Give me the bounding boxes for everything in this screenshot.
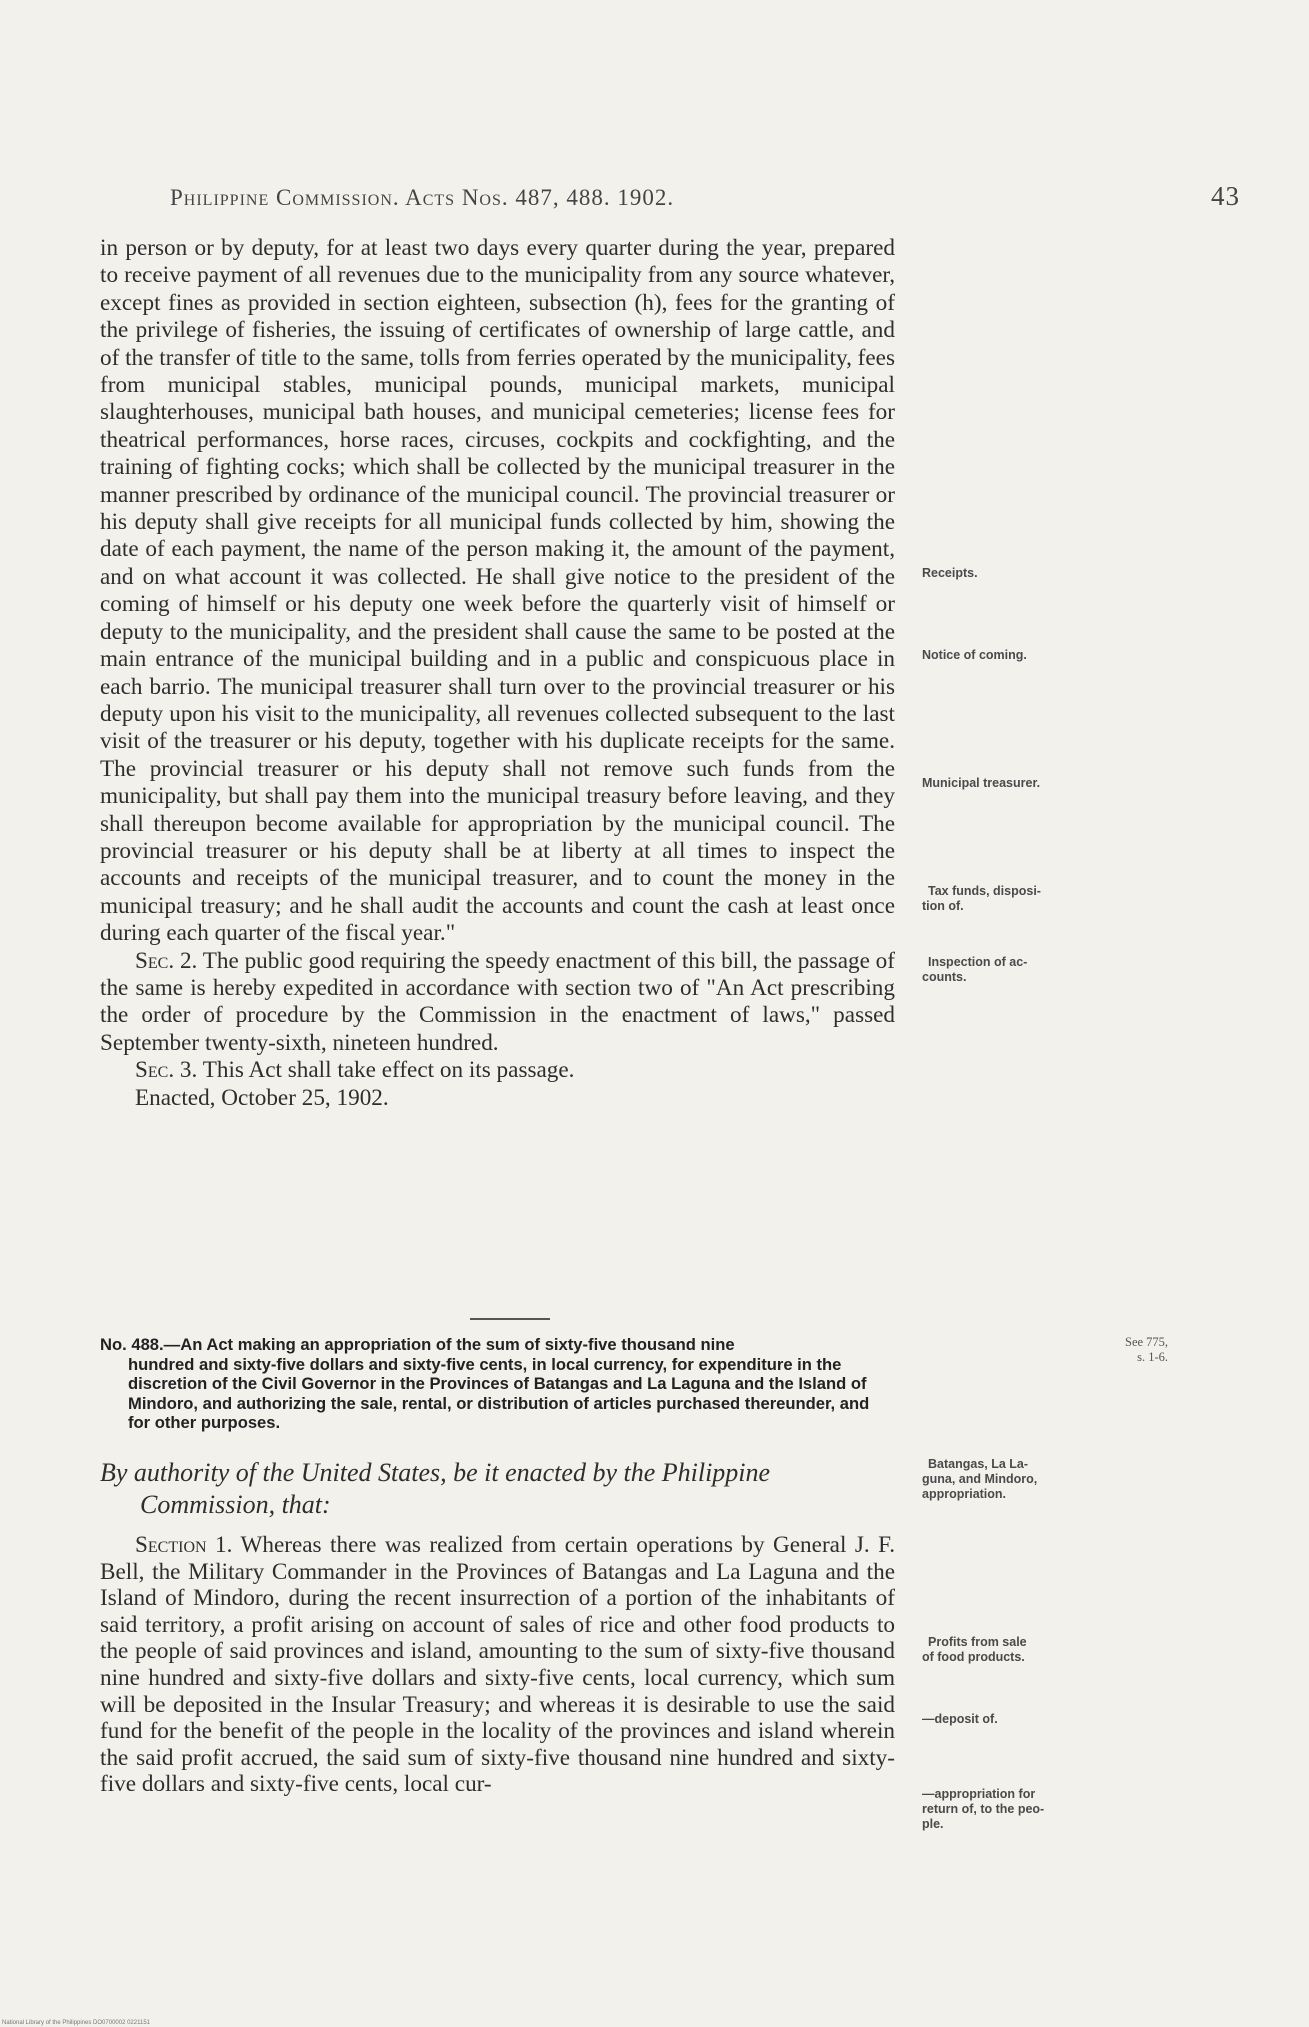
section-3-label: Sec. 3. — [135, 1057, 198, 1084]
section-1-text: Whereas there was realized from certain operations by General J. F. Bell, the Military Commander in the Provinces of Batangas and La Laguna and the Island of Mindoro, during the recent insurrection of a portion of the inhabitants of said territory, a profit arising on account of sales of rice and other food products to the people of said provinces and island, amounting to the sum of sixty-five thousand nine hundred and sixty-five dollars and sixty-five cents, local currency, which sum will be deposited in the Insular Treasury; and whereas it is desirable to use the said fund for the benefit of the people in the locality of the provinces and island wherein the said profit accrued, the said sum of sixty-five thousand nine hundred and sixty-five dollars and sixty-five cents, local cur- — [100, 1532, 895, 1798]
sidenote-inspection-line-2: counts. — [922, 970, 967, 984]
sidenote-profits — [922, 1635, 1027, 1665]
sidenote-appropriation-line-1: —appropriation for — [922, 1787, 1036, 1801]
see-reference — [1125, 1335, 1168, 1365]
act-488-heading-first-line: No. 488.—An Act making an appropriation of the sum of sixty-five thousand nine — [100, 1335, 735, 1354]
enacting-clause — [100, 1457, 895, 1521]
see-reference-line-1: See 775, — [1125, 1335, 1169, 1349]
enacting-line-2: Commission, that: — [140, 1490, 331, 1519]
sidenote-deposit: —deposit of. — [922, 1712, 998, 1726]
enacted-date: Enacted, October 25, 1902. — [135, 1084, 389, 1111]
sidenote-inspection — [922, 955, 1027, 985]
sidenote-tax-funds — [922, 884, 1041, 914]
sidenote-receipts: Receipts. — [922, 566, 978, 580]
main-text-column — [100, 235, 895, 1112]
sidenote-appropriation-return — [922, 1787, 1044, 1832]
sidenote-tax-funds-line-2: tion of. — [922, 899, 964, 913]
sidenote-batangas-line-3: appropriation. — [922, 1487, 1007, 1501]
sidenote-notice-of-coming: Notice of coming. — [922, 648, 1027, 662]
section-1-label: Section 1. — [135, 1532, 233, 1558]
sidenote-appropriation-line-2: return of, to the peo- — [922, 1802, 1045, 1816]
page-number: 43 — [1211, 181, 1240, 211]
section-1-paragraph — [100, 1532, 895, 1798]
act-488-heading — [100, 1335, 895, 1433]
sidenote-municipal-treasurer: Municipal treasurer. — [922, 776, 1041, 790]
section-2-paragraph — [100, 948, 895, 1058]
continued-paragraph: in person or by deputy, for at least two days every quarter during the year, prepared to receive payment of all revenues due to the municipality from any source whatever, except fines as provided in section eighteen, subsection (h), fees for the granting of the privilege of fisheries, the issuing of certificates of ownership of large cattle, and of the transfer of title to the same, tolls from ferries operated by the municipality, fees from municipal stables, municipal pounds, municipal markets, municipal slaughterhouses, municipal bath houses, and municipal cemeteries; license fees for theatrical performances, horse races, circuses, cockpits and cockfighting, and the training of fighting cocks; which shall be collected by the municipal treasurer in the manner prescribed by ordinance of the municipal council. The provincial treasurer or his deputy shall give receipts for all municipal funds collected by him, showing the date of each payment, the name of the person making it, the amount of the payment, and on what account it was collected. He shall give notice to the president of the coming of himself or his deputy one week before the quarterly visit of himself or deputy to the municipality, and the president shall cause the same to be posted at the main entrance of the municipal building and in a public and conspicuous place in each barrio. The municipal treasurer shall turn over to the provincial treasurer or his deputy upon his visit to the municipality, all revenues collected subsequent to the last visit of the treasurer or his deputy, together with his duplicate receipts for the same. The provincial treasurer or his deputy shall not remove such funds from the municipality, but shall pay them into the municipal treasury before leaving, and they shall thereupon become available for appropriation by the municipal council. The provincial treasurer or his deputy shall be at liberty at all times to inspect the accounts and receipts of the municipal treasurer, and to count the money in the municipal treasury; and he shall audit the accounts and count the cash at least once during each quarter of the fiscal year." — [100, 235, 895, 947]
section-divider — [470, 1318, 550, 1320]
sidenote-inspection-line-1: Inspection of ac- — [928, 955, 1028, 969]
sidenote-appropriation-line-3: ple. — [922, 1817, 944, 1831]
sidenote-batangas-line-1: Batangas, La La- — [928, 1457, 1029, 1471]
act-488-section-1 — [100, 1532, 895, 1798]
section-3-text: This Act shall take effect on its passage. — [197, 1057, 575, 1084]
section-2-label: Sec. 2. — [135, 947, 198, 974]
section-3-paragraph — [100, 1057, 895, 1084]
library-stamp: National Library of the Philippines DO0700002 0221151 — [2, 2020, 150, 2026]
sidenote-profits-line-2: of food products. — [922, 1650, 1025, 1664]
sidenote-profits-line-1: Profits from sale — [928, 1635, 1027, 1649]
sidenote-tax-funds-line-1: Tax funds, disposi- — [928, 884, 1041, 898]
section-2-text: The public good requiring the speedy enactment of this bill, the passage of the same is hereby expedited in accordance with section two of "An Act prescribing the order of procedure by the Commission in the enactment of laws," passed September twenty-sixth, nineteen hundred. — [100, 947, 895, 1056]
enacting-line-1: By authority of the United States, be it enacted by the Philippine — [100, 1458, 771, 1487]
sidenote-batangas-appropriation — [922, 1457, 1037, 1502]
sidenote-batangas-line-2: guna, and Mindoro, — [922, 1472, 1038, 1486]
act-488-heading-rest: hundred and sixty-five dollars and sixty-five cents, in local currency, for expenditure in the discretion of the Civil Governor in the Provinces of Batangas and La Laguna and the Island of Mindoro, and authorizing the sale, rental, or distribution of articles purchased thereunder, and for other purposes. — [128, 1354, 870, 1433]
running-title: Philippine Commission. Acts Nos. 487, 488. 1902. — [170, 185, 675, 210]
see-reference-line-2: s. 1-6. — [1137, 1350, 1169, 1364]
running-head — [170, 181, 1240, 211]
